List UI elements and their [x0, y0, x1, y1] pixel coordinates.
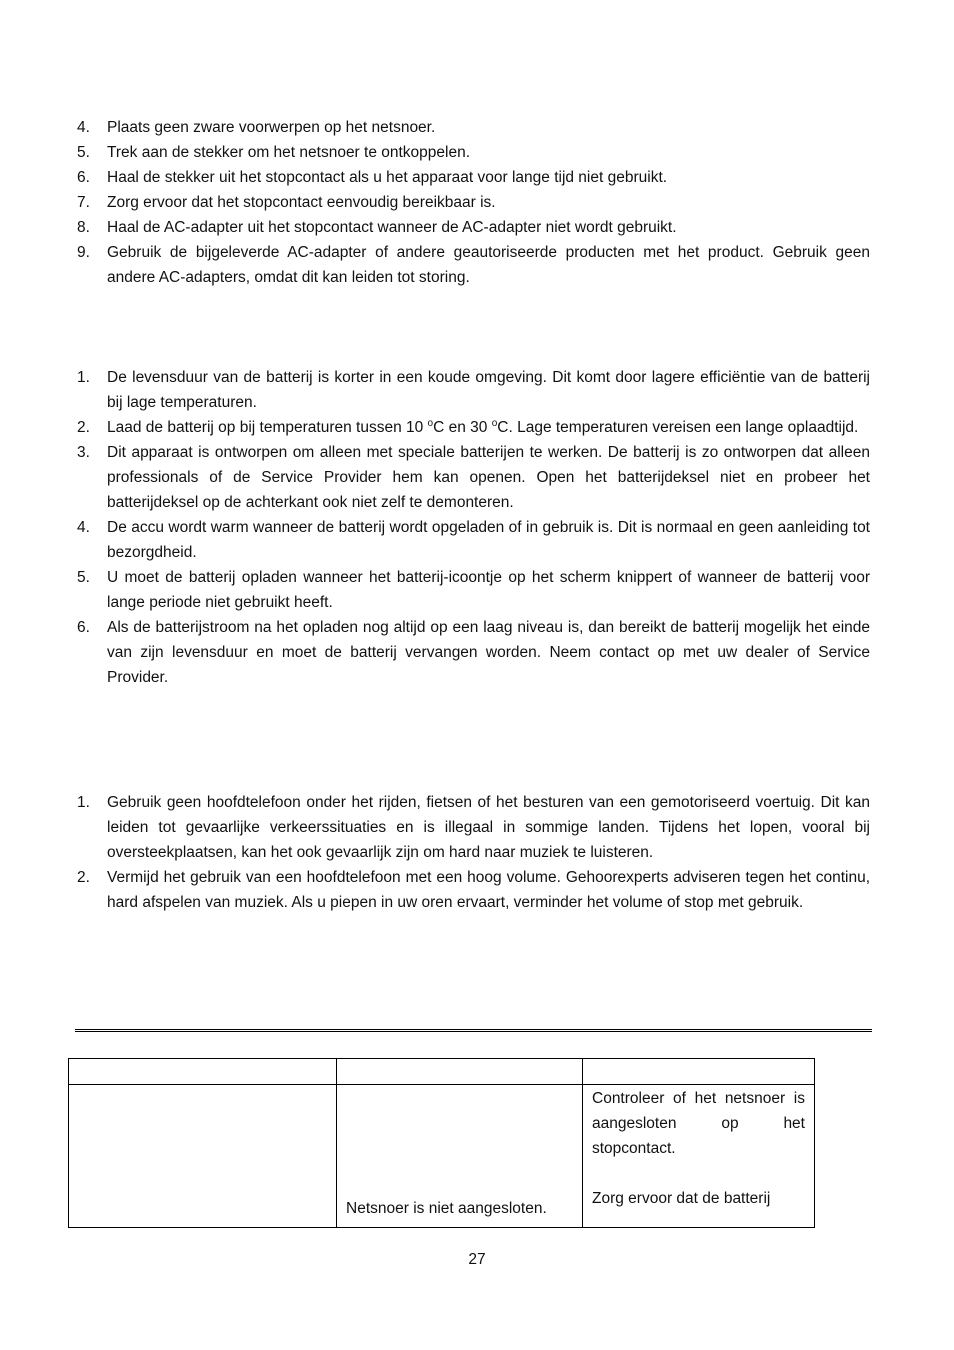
item-text: Haal de AC-adapter uit het stopcontact wanneer de AC-adapter niet wordt gebruikt. [107, 219, 677, 236]
item-text: Gebruik de bijgeleverde AC-adapter of andere geautoriseerde producten met het product. Gebruik geen andere AC-adapters, omdat dit kan leiden tot storing. [107, 244, 870, 286]
table-header-row [69, 1059, 815, 1085]
list-item [77, 615, 870, 690]
item-text: Laad de batterij op bij temperaturen tussen 10 $^o$C en 30 $^o$C. Lage temperaturen vereisen een lange oplaadtijd. [107, 417, 859, 436]
battery-safety-list [77, 365, 870, 690]
item-number: 8. [77, 219, 90, 236]
item-text: Dit apparaat is ontworpen om alleen met speciale batterijen te werken. De batterij is zo ontworpen dat alleen professionals of de Service Provider hem kan openen. Open het batterijdeksel niet en probeer het batterijdeksel op de achterkant ook niet zelf te demonteren. [107, 444, 870, 511]
item-number: 7. [77, 194, 90, 211]
solution-text: Controleer of het netsnoer is aangesloten op het stopcontact. [592, 1090, 805, 1157]
list-item [77, 165, 870, 190]
item-number: 2. [77, 419, 90, 436]
item-number: 6. [77, 169, 90, 186]
list-item [77, 240, 870, 290]
item-number: 9. [77, 244, 90, 261]
item-number: 1. [77, 369, 90, 386]
list-item [77, 515, 870, 565]
table-header-cell [337, 1059, 583, 1085]
item-text: Vermijd het gebruik van een hoofdtelefoon met een hoog volume. Gehoorexperts adviseren tegen het continu, hard afspelen van muziek. Als u piepen in uw oren ervaart, verminder het volume of stop met gebruik. [107, 869, 870, 911]
page-number: 27 [468, 1251, 486, 1268]
solution-cell [583, 1085, 815, 1228]
problem-cell [69, 1085, 337, 1228]
item-number: 5. [77, 569, 90, 586]
item-number: 4. [77, 119, 90, 136]
power-safety-list [77, 115, 870, 290]
item-text: Haal de stekker uit het stopcontact als u het apparaat voor lange tijd niet gebruikt. [107, 169, 668, 186]
troubleshooting-table [68, 1058, 815, 1228]
item-text: Trek aan de stekker om het netsnoer te ontkoppelen. [107, 144, 471, 161]
cause-cell: Netsnoer is niet aangesloten. [337, 1085, 583, 1228]
table-header-cell [69, 1059, 337, 1085]
item-number: 1. [77, 794, 90, 811]
section-divider [75, 1029, 872, 1032]
item-number: 3. [77, 444, 90, 461]
item-text: Als de batterijstroom na het opladen nog altijd op een laag niveau is, dan bereikt de batterij mogelijk het einde van zijn levensduur en moet de batterij vervangen worden. Neem contact op met uw dealer of Service Provider. [107, 619, 870, 686]
list-item [77, 415, 870, 440]
item-number: 2. [77, 869, 90, 886]
item-text: Gebruik geen hoofdtelefoon onder het rijden, fietsen of het besturen van een gemotoriseerd voertuig. Dit kan leiden tot gevaarlijke verkeerssituaties en is illegaal in sommige landen. Tijdens het lopen, vooral bij oversteekplaatsen, kan het ook gevaarlijk zijn om hard naar muziek te luisteren. [107, 794, 870, 861]
item-text: Plaats geen zware voorwerpen op het netsnoer. [107, 119, 436, 136]
list-item [77, 440, 870, 515]
list-item [77, 365, 870, 415]
list-item [77, 140, 870, 165]
list-item [77, 865, 870, 915]
item-number: 5. [77, 144, 90, 161]
list-item [77, 790, 870, 865]
list-item [77, 215, 870, 240]
item-text: De levensduur van de batterij is korter in een koude omgeving. Dit komt door lagere efficiëntie van de batterij bij lage temperaturen. [107, 369, 870, 411]
headphone-safety-list [77, 790, 870, 915]
degree-mark: o [491, 417, 498, 429]
item-text: U moet de batterij opladen wanneer het batterij-icoontje op het scherm knippert of wanneer de batterij voor lange periode niet gebruikt heeft. [107, 569, 870, 611]
item-number: 6. [77, 619, 90, 636]
solution-text: Zorg ervoor dat de batterij [592, 1190, 771, 1207]
list-item [77, 565, 870, 615]
item-text: Zorg ervoor dat het stopcontact eenvoudig bereikbaar is. [107, 194, 496, 211]
table-header-cell [583, 1059, 815, 1085]
item-number: 4. [77, 519, 90, 536]
degree-mark: o [427, 417, 434, 429]
item-text: De accu wordt warm wanneer de batterij wordt opgeladen of in gebruik is. Dit is normaal en geen aanleiding tot bezorgdheid. [107, 519, 870, 561]
list-item [77, 190, 870, 215]
list-item [77, 115, 870, 140]
table-row [69, 1085, 815, 1228]
